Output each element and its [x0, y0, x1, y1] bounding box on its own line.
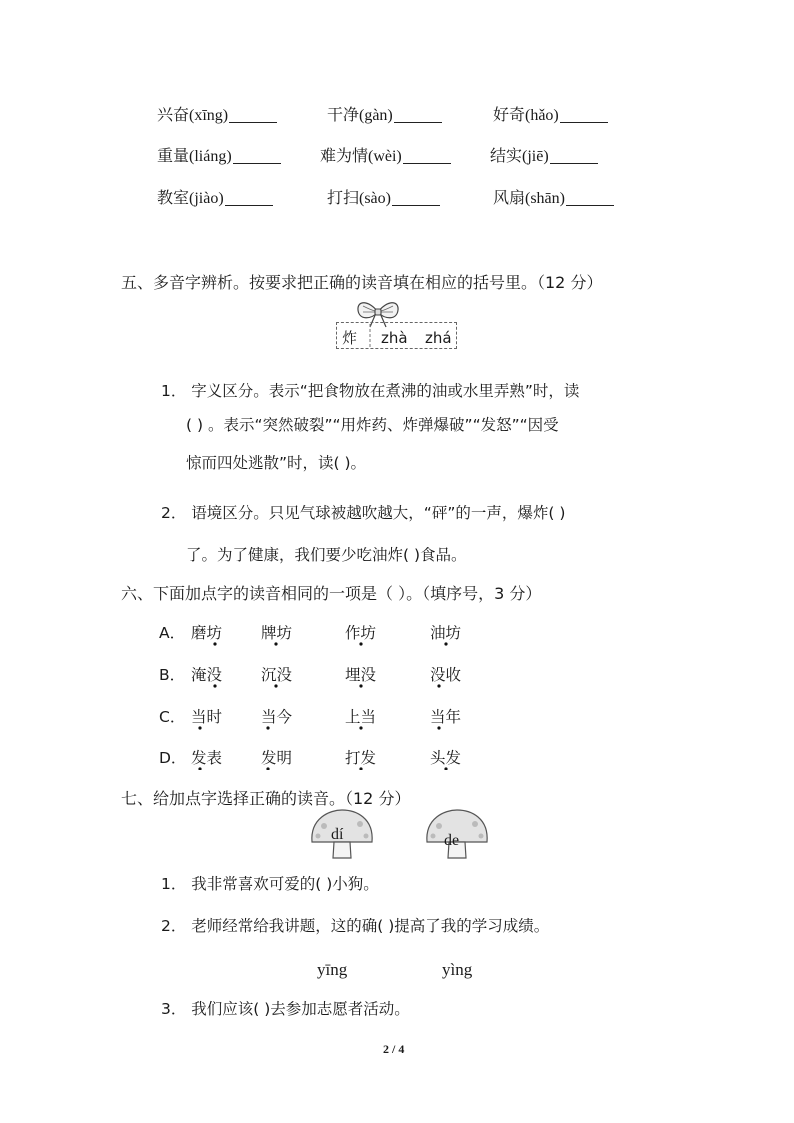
vocab-blank[interactable] [403, 148, 451, 164]
vocab-item [327, 104, 442, 127]
vocab-word: 结实(jiē) [490, 148, 549, 165]
option-word: 上当 [345, 708, 377, 726]
mushroom-label: dí [331, 826, 344, 843]
option-word: 淹没 [191, 666, 223, 684]
vocab-word: 打扫(sào) [327, 190, 391, 207]
vocab-word: 教室(jiào) [157, 190, 224, 207]
section6-title[interactable]: 六、下面加点字的读音相同的一项是（ ）。（填序号，3 分） [121, 584, 542, 603]
s7-q1[interactable]: 1． 我非常喜欢可爱的( )小狗。 [161, 875, 379, 893]
option-label[interactable]: B． [159, 666, 186, 684]
section7-title: 七、给加点字选择正确的读音。（12 分） [121, 789, 411, 808]
vocab-blank[interactable] [394, 107, 442, 123]
card-char: 炸 [342, 329, 358, 347]
s5-q1-line2[interactable]: ( ) 。表示“突然破裂”“用炸药、炸弹爆破”“发怒”“因受 [186, 416, 559, 434]
option-word: 当今 [261, 708, 293, 726]
vocab-blank[interactable] [233, 148, 281, 164]
vocab-item [490, 145, 598, 168]
mushroom-label: de [444, 832, 460, 849]
option-word: 油坊 [430, 624, 462, 642]
vocab-blank[interactable] [566, 190, 614, 206]
vocab-item [493, 187, 614, 210]
option-word: 发明 [261, 749, 293, 767]
section5-title: 五、多音字辨析。按要求把正确的读音填在相应的括号里。（12 分） [121, 273, 603, 292]
s5-q2-line2[interactable]: 了。为了健康，我们要少吃油炸( )食品。 [186, 546, 467, 564]
option-label[interactable]: D． [159, 749, 187, 767]
s7-q3[interactable]: 3． 我们应该( )去参加志愿者活动。 [161, 1000, 410, 1018]
option-word: 沉没 [261, 666, 293, 684]
vocab-blank[interactable] [560, 107, 608, 123]
option-word: 当年 [430, 708, 462, 726]
vocab-blank[interactable] [229, 107, 277, 123]
option-label[interactable]: C． [159, 708, 186, 726]
option-word: 打发 [345, 749, 377, 767]
pinyin-option: yìng [442, 960, 473, 979]
vocab-word: 好奇(hǎo) [493, 107, 559, 124]
vocab-blank[interactable] [225, 190, 273, 206]
vocab-item [157, 187, 273, 210]
vocab-item [157, 145, 281, 168]
vocab-item [327, 187, 440, 210]
s7-q2[interactable]: 2． 老师经常给我讲题，这的确( )提高了我的学习成绩。 [161, 917, 550, 935]
card-pinyin-1: zhà [381, 329, 408, 347]
card-pinyin-2: zhá [425, 329, 452, 347]
emphasis-dots [150, 640, 490, 770]
vocab-word: 难为情(wèi) [320, 148, 402, 165]
pinyin-option: yīng [317, 960, 348, 979]
option-word: 头发 [430, 749, 462, 767]
vocab-blank[interactable] [392, 190, 440, 206]
s5-q2-line1[interactable]: 2． 语境区分。只见气球被越吹越大，“砰”的一声，爆炸( ) [161, 504, 566, 522]
vocab-item [320, 145, 451, 168]
option-word: 作坊 [345, 624, 377, 642]
option-word: 牌坊 [261, 624, 293, 642]
s5-q1-line3[interactable]: 惊而四处逃散”时，读( )。 [186, 454, 367, 472]
vocab-item [157, 104, 277, 127]
page-number: 2 / 4 [383, 1042, 405, 1056]
vocab-word: 风扇(shān) [493, 190, 565, 207]
option-word: 发表 [191, 749, 223, 767]
option-word: 磨坊 [191, 624, 223, 642]
vocab-word: 干净(gàn) [327, 107, 393, 124]
vocab-item [493, 104, 608, 127]
option-word: 埋没 [345, 666, 377, 684]
vocab-word: 兴奋(xīng) [157, 107, 229, 124]
option-word: 没收 [430, 666, 462, 684]
vocab-blank[interactable] [550, 148, 598, 164]
s5-q1-line1: 1． 字义区分。表示“把食物放在煮沸的油或水里弄熟”时，读 [161, 382, 580, 400]
vocab-word: 重量(liáng) [157, 148, 232, 165]
option-label[interactable]: A． [159, 624, 186, 642]
option-word: 当时 [191, 708, 223, 726]
